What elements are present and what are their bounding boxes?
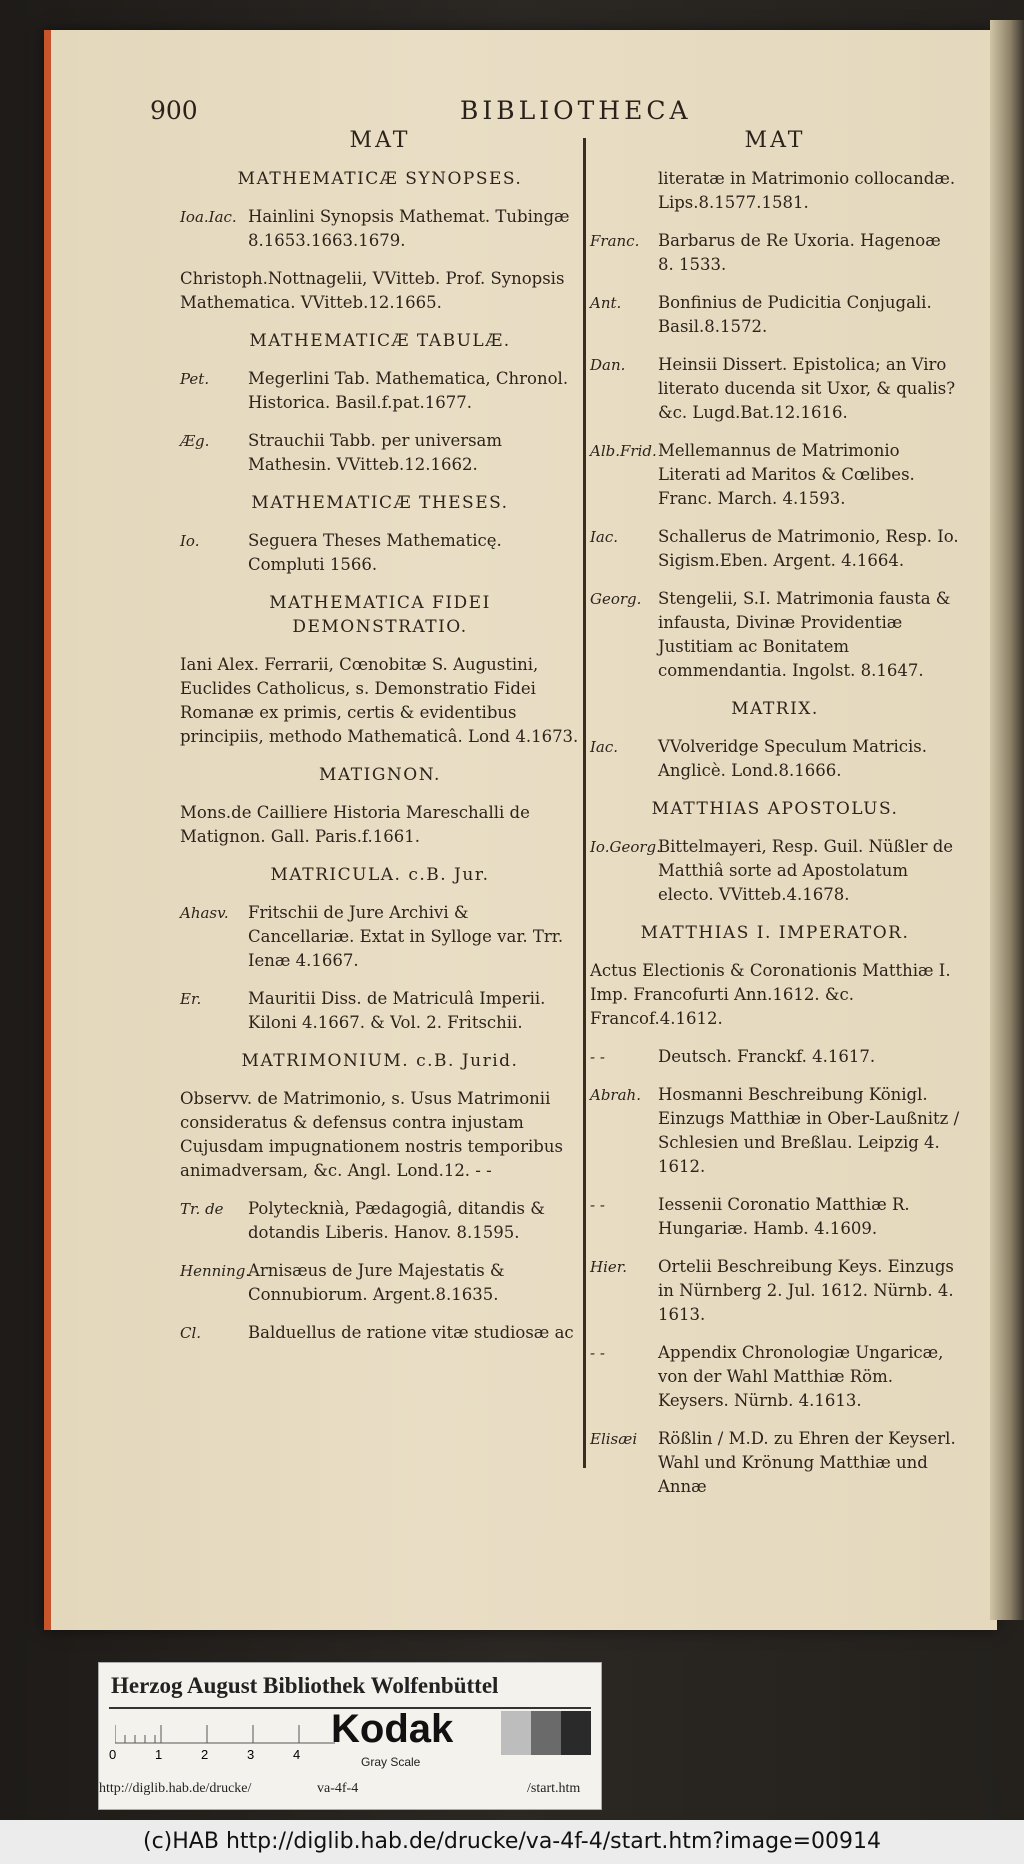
- entry-text: Hainlini Synopsis Mathemat. Tubingæ 8.1653.1663.1679.: [248, 207, 570, 250]
- entry-prefix: Ahasv.: [180, 904, 229, 922]
- gray-swatches: [501, 1711, 591, 1755]
- entry-text: Hosmanni Beschreibung Königl. Einzugs Matthiæ in Ober-Laußnitz / Schlesien und Breßlau. Leipzig 4. 1612.: [658, 1085, 960, 1176]
- entry-text: Rößlin / M.D. zu Ehren der Keyserl. Wahl und Krönung Matthiæ und Annæ: [658, 1429, 956, 1496]
- catalog-entry: [590, 1341, 960, 1413]
- entry-text: Iani Alex. Ferrarii, Cœnobitæ S. Augustini, Euclides Catholicus, s. Demonstratio Fidei Romanæ ex primis, certis & evidentibus principiis, methodo Mathematicâ. Lond 4.1673.: [180, 655, 579, 746]
- entry-prefix: Franc.: [590, 232, 640, 250]
- section-heading: MATTHIAS APOSTOLUS.: [651, 799, 899, 819]
- library-name: Herzog August Bibliothek Wolfenbüttel: [111, 1673, 499, 1698]
- catalog-entry: [180, 653, 580, 749]
- entry-text: Appendix Chronologiæ Ungaricæ, von der Wahl Matthiæ Röm. Keysers. Nürnb. 4.1613.: [658, 1343, 944, 1410]
- entry-prefix: Elisæi: [590, 1430, 638, 1448]
- catalog-entry: [180, 1321, 580, 1345]
- catalog-entry: [180, 901, 580, 973]
- catalog-entry: [590, 229, 960, 277]
- catalog-entry: [180, 987, 580, 1035]
- section-heading: MATHEMATICÆ SYNOPSES.: [237, 169, 523, 189]
- column-head: MAT: [349, 128, 411, 153]
- catalog-entry: [590, 1083, 960, 1179]
- catalog-entry: [180, 1259, 580, 1307]
- url-right: /start.htm: [527, 1781, 581, 1796]
- kodak-logo: Kodak: [331, 1707, 454, 1751]
- entry-text: Strauchii Tabb. per universam Mathesin. VVitteb.12.1662.: [248, 431, 503, 474]
- catalog-entry: [590, 439, 960, 511]
- entry-text: Seguera Theses Mathematicę. Compluti 1566.: [248, 531, 502, 574]
- entry-prefix: - -: [590, 1048, 605, 1066]
- entry-text: Balduellus de ratione vitæ studiosæ ac: [248, 1323, 574, 1342]
- entry-prefix: Hier.: [590, 1258, 628, 1276]
- entry-text: Mellemannus de Matrimonio Literati ad Maritos & Cœlibes. Franc. March. 4.1593.: [658, 441, 915, 508]
- section-heading: MATHEMATICA FIDEI DEMONSTRATIO.: [269, 593, 491, 637]
- entry-prefix: Iac.: [590, 738, 619, 756]
- ruler-label: 1: [155, 1747, 163, 1762]
- right-column: [590, 128, 960, 1513]
- ruler-label: 0: [109, 1747, 117, 1762]
- section-heading: MATRIMONIUM. c.B. Jurid.: [241, 1051, 519, 1071]
- catalog-entry: [180, 1197, 580, 1245]
- page-number: 900: [150, 96, 198, 125]
- swatch-mid: [531, 1711, 561, 1755]
- entry-text: Observv. de Matrimonio, s. Usus Matrimonii consideratus & defensus contra injustam Cujusdam impugnationem nostris temporibus animadversam, &c. Angl. Lond.12. - -: [180, 1089, 563, 1180]
- url-mid: va-4f-4: [317, 1781, 359, 1796]
- entry-prefix: - -: [590, 1196, 605, 1214]
- entry-text: Schallerus de Matrimonio, Resp. Io. Sigism.Eben. Argent. 4.1664.: [658, 527, 959, 570]
- gray-scale-label: Gray Scale: [361, 1755, 421, 1769]
- catalog-entry: [180, 429, 580, 477]
- section-heading: MATHEMATICÆ THESES.: [251, 493, 509, 513]
- catalog-entry: [590, 353, 960, 425]
- entry-text: Barbarus de Re Uxoria. Hagenoæ 8. 1533.: [658, 231, 941, 274]
- entry-prefix: Georg.: [590, 590, 642, 608]
- swatch-dark: [561, 1711, 591, 1755]
- section-heading: MATRIX.: [731, 699, 819, 719]
- entry-text: Actus Electionis & Coronationis Matthiæ I. Imp. Francofurti Ann.1612. &c. Francof.4.1612.: [590, 961, 951, 1028]
- section-heading: MATHEMATICÆ TABULÆ.: [249, 331, 511, 351]
- catalog-entry: [590, 735, 960, 783]
- entry-prefix: Iac.: [590, 528, 619, 546]
- entry-text: Heinsii Dissert. Epistolica; an Viro literato ducenda sit Uxor, & qualis? &c. Lugd.Bat.12.1616.: [658, 355, 956, 422]
- running-title: BIBLIOTHECA: [460, 96, 692, 125]
- entry-prefix: Abrah.: [590, 1086, 641, 1104]
- entry-text: Ortelii Beschreibung Keys. Einzugs in Nürnberg 2. Jul. 1612. Nürnb. 4. 1613.: [658, 1257, 954, 1324]
- catalog-entry: [590, 1427, 960, 1499]
- entry-prefix: Er.: [180, 990, 202, 1008]
- entry-text: Iessenii Coronatio Matthiæ R. Hungariæ. Hamb. 4.1609.: [658, 1195, 910, 1238]
- catalog-entry: [590, 587, 960, 683]
- entry-text: Christoph.Nottnagelii, VVitteb. Prof. Synopsis Mathematica. VVitteb.12.1665.: [180, 269, 565, 312]
- section-heading: MATTHIAS I. IMPERATOR.: [640, 923, 910, 943]
- entry-prefix: Æg.: [180, 432, 210, 450]
- entry-text: Bonfinius de Pudicitia Conjugali. Basil.8.1572.: [658, 293, 932, 336]
- library-target-card: [98, 1662, 602, 1810]
- column-divider: [583, 138, 586, 1468]
- ruler-label: 2: [201, 1747, 209, 1762]
- entry-prefix: Ioa.Iac.: [180, 208, 237, 226]
- catalog-entry: [590, 835, 960, 907]
- column-head: MAT: [744, 128, 806, 153]
- section-heading: MATRICULA. c.B. Jur.: [270, 865, 490, 885]
- entry-prefix: Alb.Frid.: [590, 442, 657, 460]
- catalog-entry: [180, 801, 580, 849]
- catalog-entry: [180, 1087, 580, 1183]
- url-left: http://diglib.hab.de/drucke/: [99, 1781, 252, 1796]
- catalog-entry: [180, 529, 580, 577]
- entry-text: Megerlini Tab. Mathematica, Chronol. Historica. Basil.f.pat.1677.: [248, 369, 569, 412]
- ruler-label: 3: [247, 1747, 255, 1762]
- catalog-entry: [590, 291, 960, 339]
- entry-prefix: Dan.: [590, 356, 626, 374]
- catalog-entry: [180, 367, 580, 415]
- catalog-entry: [590, 959, 960, 1031]
- entry-prefix: Cl.: [180, 1324, 202, 1342]
- entry-text: Polytecknià, Pædagogiâ, ditandis & dotandis Liberis. Hanov. 8.1595.: [248, 1199, 545, 1242]
- copyright-caption: (c)HAB http://diglib.hab.de/drucke/va-4f-4/start.htm?image=00914: [0, 1820, 1024, 1864]
- entry-text: Arnisæus de Jure Majestatis & Connubiorum. Argent.8.1635.: [248, 1261, 505, 1304]
- entry-prefix: Io.: [180, 532, 200, 550]
- left-column: [180, 128, 580, 1359]
- catalog-entry: [590, 1193, 960, 1241]
- entry-text: Stengelii, S.I. Matrimonia fausta & infausta, Divinæ Providentiæ Justitiam ac Bonitatem commendantia. Ingolst. 8.1647.: [658, 589, 951, 680]
- entry-text: VVolveridge Speculum Matricis. Anglicè. Lond.8.1666.: [658, 737, 927, 780]
- entry-prefix: - -: [590, 1344, 605, 1362]
- entry-text: Fritschii de Jure Archivi & Cancellariæ. Extat in Sylloge var. Trr. Ienæ 4.1667.: [248, 903, 564, 970]
- continuation-text: literatæ in Matrimonio collocandæ. Lips.8.1577.1581.: [658, 169, 956, 212]
- section-heading: MATIGNON.: [319, 765, 441, 785]
- entry-text: Bittelmayeri, Resp. Guil. Nüßler de Matthiâ sorte ad Apostolatum electo. VVitteb.4.1678.: [658, 837, 954, 904]
- swatch-light: [501, 1711, 531, 1755]
- entry-prefix: Tr. de: [180, 1200, 224, 1218]
- entry-text: Deutsch. Franckf. 4.1617.: [658, 1047, 876, 1066]
- entry-prefix: Ant.: [590, 294, 622, 312]
- catalog-entry: [590, 1255, 960, 1327]
- catalog-entry: [590, 1045, 960, 1069]
- facing-page-edge: [990, 20, 1024, 1620]
- catalog-entry: [590, 525, 960, 573]
- entry-text: Mauritii Diss. de Matriculâ Imperii. Kiloni 4.1667. & Vol. 2. Fritschii.: [248, 989, 546, 1032]
- ruler-label: 4: [293, 1747, 301, 1762]
- entry-text: Mons.de Cailliere Historia Mareschalli de Matignon. Gall. Paris.f.1661.: [180, 803, 530, 846]
- entry-prefix: Pet.: [180, 370, 210, 388]
- catalog-entry: [180, 267, 580, 315]
- catalog-entry: [180, 205, 580, 253]
- entry-prefix: Io.Georg.: [590, 838, 661, 856]
- entry-prefix: Henning.: [180, 1262, 251, 1280]
